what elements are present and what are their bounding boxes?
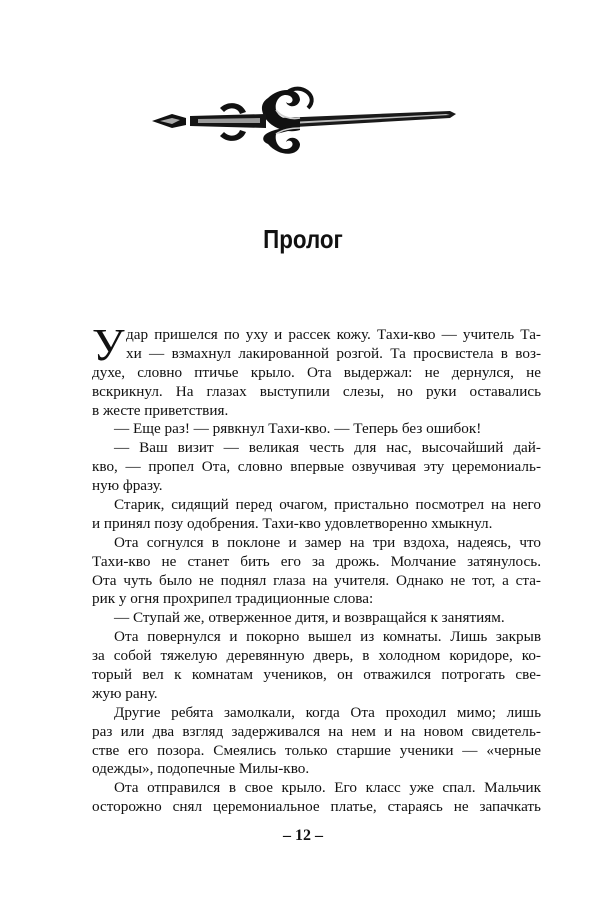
text-line: Тахи-кво не станет бить его за дрожь. Молчание затянулось. bbox=[92, 552, 541, 570]
text-line: — Еще раз! — рявкнул Тахи-кво. — Теперь без ошибок! bbox=[114, 420, 482, 438]
text-line: — Ваш визит — великая честь для нас, высочайший дай- bbox=[114, 439, 541, 457]
text-line: Ота чуть было не поднял глаза на учителя. Однако не тот, а ста- bbox=[92, 571, 541, 589]
text-line: одежды», подопечные Милы-кво. bbox=[92, 760, 310, 778]
text-line: ную фразу. bbox=[92, 477, 163, 495]
text-line: дар пришелся по уху и рассек кожу. Тахи-кво — учитель Та- bbox=[126, 326, 541, 343]
text-line: стве его позора. Смеялись только старшие ученики — «черные bbox=[92, 741, 541, 759]
chapter-title: Пролог bbox=[263, 224, 343, 254]
text-line: в жесте приветствия. bbox=[92, 401, 229, 419]
text-line: вскрикнул. На глазах выступили слезы, но руки оставались bbox=[92, 382, 541, 400]
text-line: и принял позу одобрения. Тахи-кво удовлетворенно хмыкнул. bbox=[92, 514, 493, 532]
text-line: рик у огня прохрипел традиционные слова: bbox=[92, 590, 374, 608]
text-line: раз или два взгляд задерживался на нем и на новом свидетель- bbox=[92, 722, 541, 740]
page-number: – 12 – bbox=[283, 827, 323, 844]
text-line: кво, — пропел Ота, словно впервые озвучивая эту церемониаль- bbox=[92, 458, 541, 476]
text-line: осторожно снял церемониальное платье, стараясь не запачкать bbox=[92, 798, 541, 816]
text-line: Ота повернулся и покорно вышел из комнаты. Лишь закрыв bbox=[114, 628, 541, 646]
text-line: — Ступай же, отверженное дитя, и возвращайся к занятиям. bbox=[114, 609, 505, 627]
text-line: Другие ребята замолкали, когда Ота проходил мимо; лишь bbox=[114, 703, 541, 721]
drop-cap-letter: У bbox=[92, 319, 125, 370]
text-line: за собой тяжелую деревянную дверь, в холодном коридоре, ко- bbox=[92, 647, 541, 665]
text-line: хи — взмахнул лакированной розгой. Та просвистела в воз- bbox=[126, 344, 541, 362]
text-line: Старик, сидящий перед очагом, пристально посмотрел на него bbox=[114, 496, 541, 514]
text-line: торый вел к комнатам учеников, он отважился потрогать све- bbox=[92, 666, 541, 684]
text-line: жую рану. bbox=[92, 684, 158, 702]
text-line: Ота отправился в свое крыло. Его класс уже спал. Мальчик bbox=[114, 779, 541, 797]
text-line: духе, словно птичье крыло. Ота выдержал: не дернулся, не bbox=[92, 363, 541, 381]
body-text bbox=[92, 326, 541, 817]
dagger-illustration-icon bbox=[150, 78, 460, 168]
text-line: Ота согнулся в поклоне и замер на три вздоха, надеясь, что bbox=[114, 533, 541, 551]
